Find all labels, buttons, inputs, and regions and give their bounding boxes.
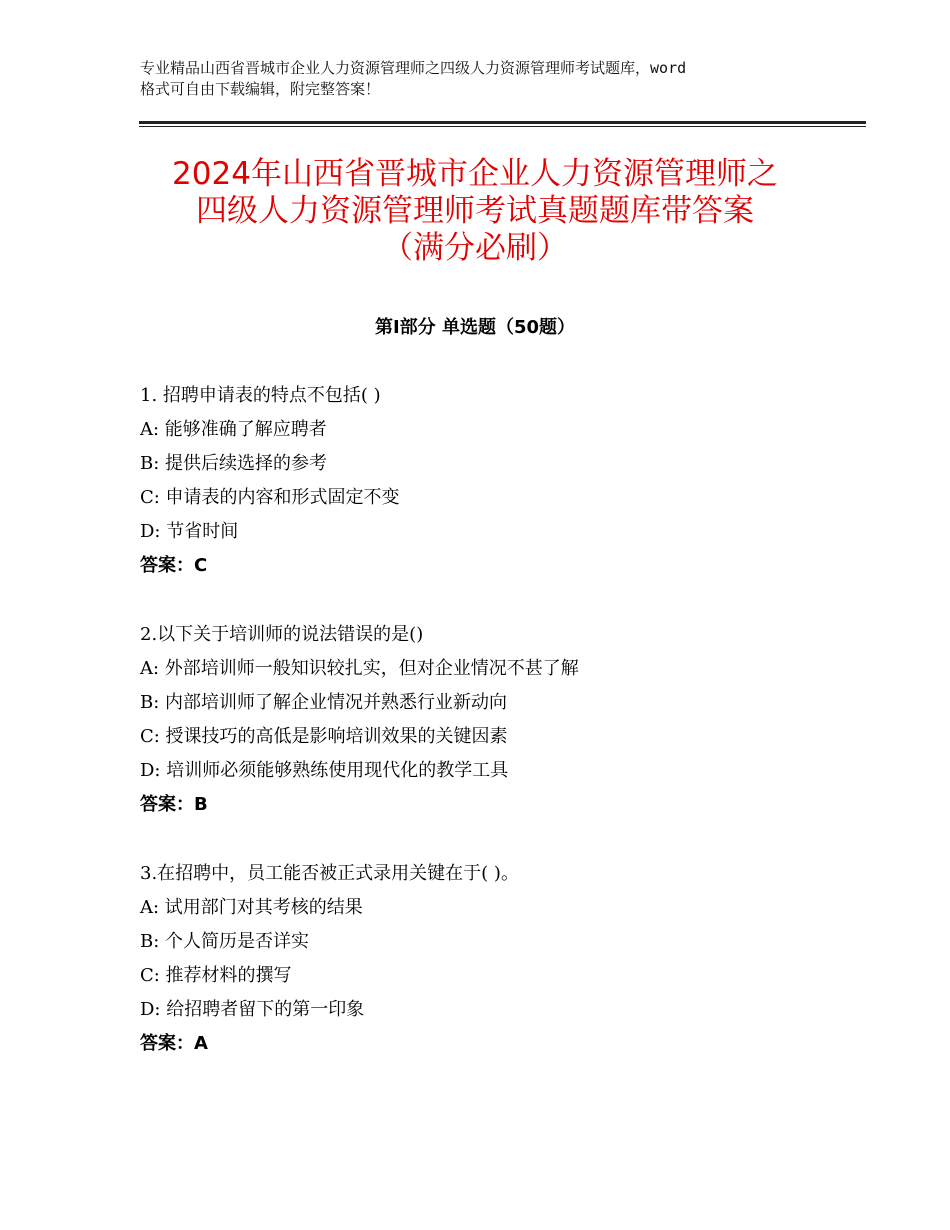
- option-c: C: 授课技巧的高低是影响培训效果的关键因素: [140, 726, 508, 747]
- document-title: [60, 156, 890, 267]
- question-3: [140, 857, 900, 1061]
- header-note-line-2: 格式可自由下载编辑，附完整答案！: [140, 80, 381, 98]
- option-d: D: 节省时间: [140, 521, 239, 542]
- option-a: A: 试用部门对其考核的结果: [140, 897, 363, 918]
- answer-label: 答案：C: [140, 555, 208, 576]
- header-note: [140, 58, 840, 100]
- option-d: D: 给招聘者留下的第一印象: [140, 999, 365, 1020]
- title-line-1: 2024年山西省晋城市企业人力资源管理师之: [172, 156, 778, 192]
- option-d: D: 培训师必须能够熟练使用现代化的教学工具: [140, 760, 509, 781]
- option-a: A: 外部培训师一般知识较扎实，但对企业情况不甚了解: [140, 658, 579, 679]
- title-line-3: （满分必刷）: [382, 230, 568, 266]
- answer-label: 答案：B: [140, 794, 208, 815]
- option-c: C: 申请表的内容和形式固定不变: [140, 487, 400, 508]
- header-divider-thin: [139, 126, 866, 127]
- question-stem: 2.以下关于培训师的说法错误的是(): [140, 624, 424, 645]
- section-title: 第Ⅰ部分 单选题（50题）: [374, 317, 575, 338]
- question-1: [140, 379, 900, 583]
- question-2: [140, 618, 900, 822]
- answer-label: 答案：A: [140, 1033, 208, 1054]
- option-b: B: 内部培训师了解企业情况并熟悉行业新动向: [140, 692, 508, 713]
- header-note-line-1: 专业精品山西省晋城市企业人力资源管理师之四级人力资源管理师考试题库，word: [140, 59, 687, 77]
- option-b: B: 个人简历是否详实: [140, 931, 310, 952]
- header-divider-thick: [139, 121, 866, 124]
- option-c: C: 推荐材料的撰写: [140, 965, 292, 986]
- option-b: B: 提供后续选择的参考: [140, 453, 328, 474]
- question-stem: 1. 招聘申请表的特点不包括( ): [140, 385, 381, 406]
- question-stem: 3.在招聘中，员工能否被正式录用关键在于( )。: [140, 863, 519, 884]
- option-a: A: 能够准确了解应聘者: [140, 419, 327, 440]
- title-line-2: 四级人力资源管理师考试真题题库带答案: [196, 193, 754, 229]
